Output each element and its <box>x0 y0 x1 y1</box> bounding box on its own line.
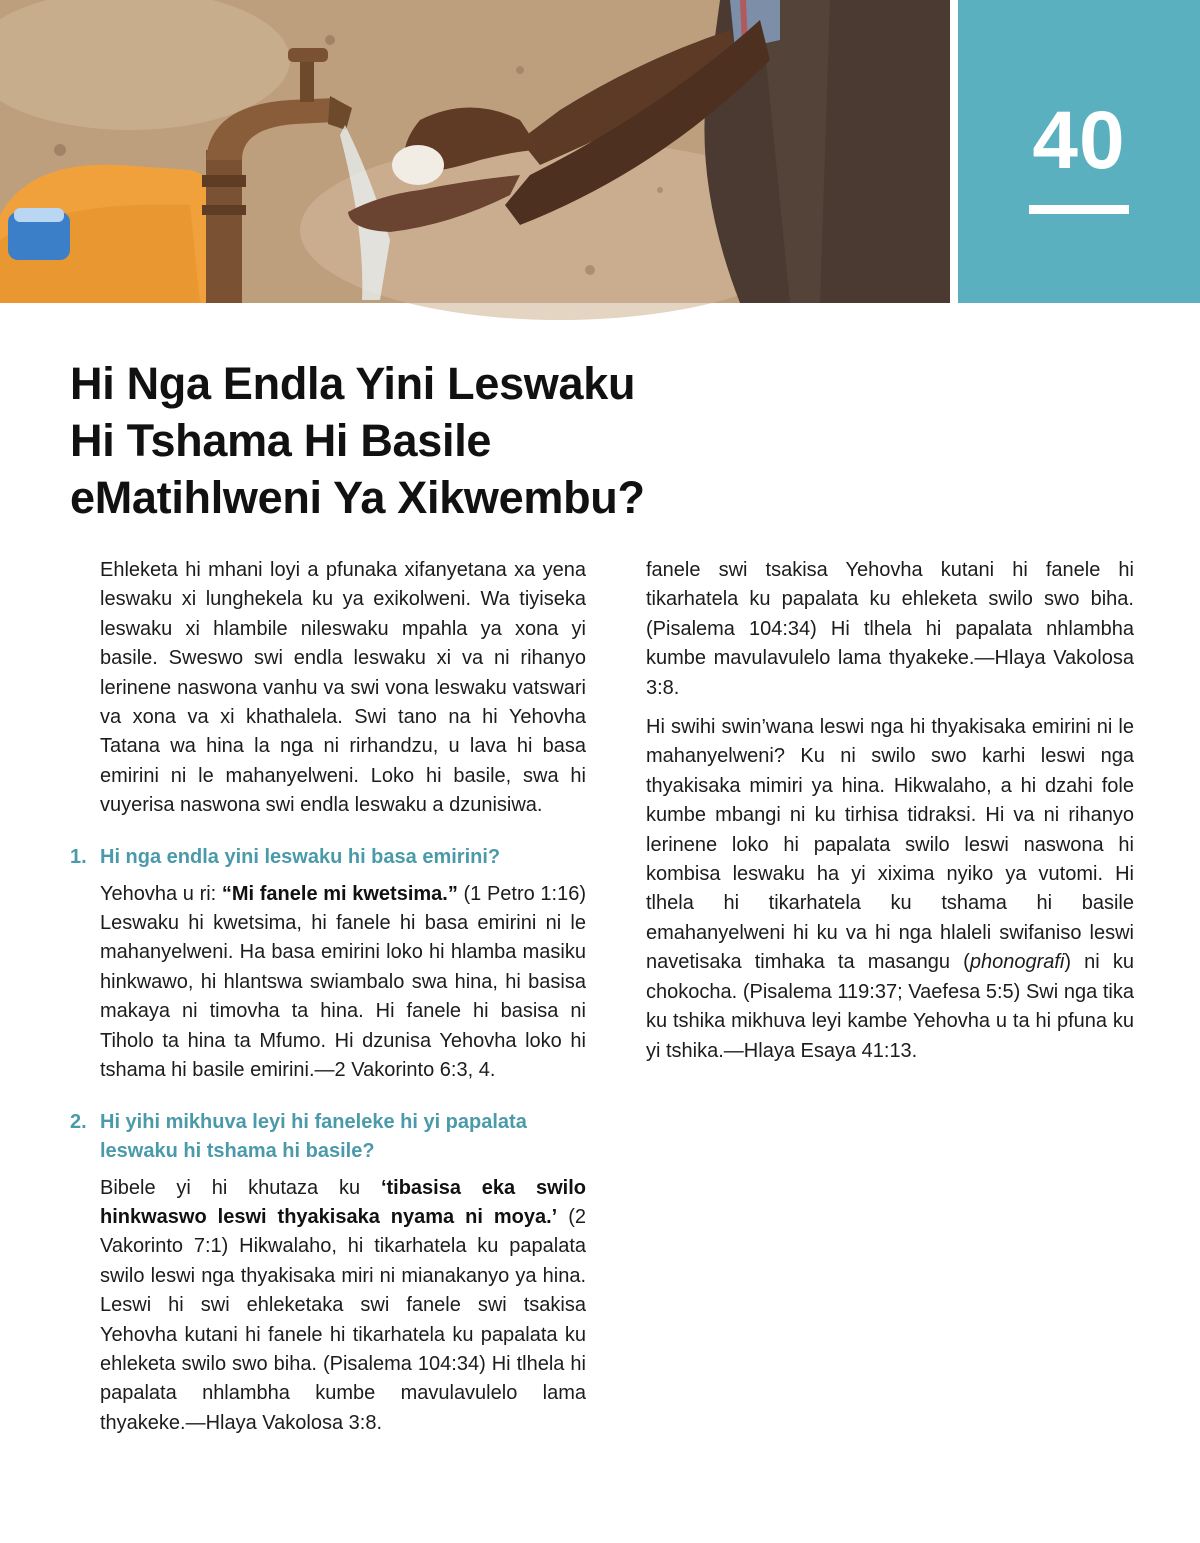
section-2-p2-text-b: ) ni ku chokocha. (Pisalema 119:37; Vaefesa 5:5) Swi nga tika ku tshika mikhuva leyi kambe Yehovha u ta hi pfuna ku yi tshika.—Hlaya Esaya 41:13. <box>646 951 1134 1062</box>
lesson-number-box <box>958 0 1200 303</box>
section-1-paragraph <box>70 880 586 1086</box>
section-1-text-b: (1 Petro 1:16) Leswaku hi kwetsima, hi fanele hi basa emirini ni le mahanyelweni. Ha basa emirini loko hi hlamba masiku hinkwawo, hi hlantswa swiambalo swa hina, hi basisa makaya ni timovha ta hina. Hi fanele hi basisa ni Tiholo ta hina ta Mfumo. Hi dzunisa Yehovha loko hi tshama hi basile emirini.—2 Vakorinto 6:3, 4. <box>100 882 586 1082</box>
section-1-quote: “Mi fanele mi kwetsima.” <box>221 882 458 905</box>
lesson-number-underline <box>1029 205 1129 214</box>
section-1-text-a: Yehovha u ri: <box>100 882 222 905</box>
page-title <box>70 355 870 526</box>
question-2-heading <box>70 1108 586 1166</box>
title-line-1: Hi Nga Endla Yini Leswaku <box>70 358 636 409</box>
section-2-text-b: (2 Vakorinto 7:1) Hikwalaho, hi tikarhatela ku papalata swilo leswi nga thyakisaka miri ni mianakanyo ya hina. Leswi hi swi ehleketaka swi fanele swi tsakisa Yehovha kutani hi fanele hi tikarhatela ku papalata ku ehleketa swilo swo biha. (Pisalema 104:34) Hi tlhela hi papalata nhlambha kumbe mavulavulelo lama thyakeke.—Hlaya Vakolosa 3:8. <box>100 1205 587 1434</box>
left-column <box>70 556 587 1434</box>
section-2-paragraph-1 <box>70 1174 587 1434</box>
lesson-number: 40 <box>1032 95 1126 186</box>
question-2-number: 2. <box>70 1110 87 1133</box>
handwashing-illustration <box>0 0 950 303</box>
title-line-2: Hi Tshama Hi Basile <box>70 415 492 466</box>
question-1-heading <box>70 843 586 872</box>
right-column <box>646 556 1134 1076</box>
section-2-text-a: Bibele yi hi khutaza ku <box>100 1176 381 1199</box>
question-1-number: 1. <box>70 845 87 868</box>
section-2-p2-text-a: Hi swihi swin’wana leswi nga hi thyakisaka emirini ni le mahanyelweni? Ku ni swilo swo karhi leswi nga thyakisaka mimiri ya hina. Hikwalaho, a hi dzahi fole kumbe mbangi ni ku tirhisa tidraksi. Hi va ni rihanyo lerinene loko hi papalata swilo leswi naswona hi kombisa leswaku ha yi xixima nyiko ya vutomi. Hi tlhela hi tikarhatela ku tshama hi basile emahanyelweni hi ku va hi nga hlaleli swifaniso leswi navetisaka timhaka ta masangu ( <box>646 716 1134 974</box>
question-1-text: Hi nga endla yini leswaku hi basa emirini? <box>100 845 501 868</box>
intro-paragraph: Ehleketa hi mhani loyi a pfunaka xifanyetana xa yena leswaku xi lunghekela ku ya exikolweni. Wa tiyiseka leswaku xi hlambile nileswaku mpahla ya xona yi basile. Sweswo swi endla leswaku xi va ni rihanyo lerinene naswona vanhu va swi vona leswaku vatswari va xona va xi khathalela. Swi tano na hi Yehovha Tatana wa hina la nga ni rirhandzu, u lava hi basa emirini ni le mahanyelweni. Loko hi basile, swa hi vuyerisa naswona swi endla leswaku a dzunisiwa. <box>100 559 586 817</box>
section-2-quote: ‘tibasisa eka swilo hinkwaswo leswi thyakisaka nyama ni moya.’ <box>100 1176 587 1228</box>
header-photo <box>0 0 950 303</box>
section-2-paragraph-1-continued: fanele swi tsakisa Yehovha kutani hi fanele hi tikarhatela ku papalata ku ehleketa swilo swo biha. (Pisalema 104:34) Hi tlhela hi papalata nhlambha kumbe mavulavulelo lama thyakeke.—Hlaya Vakolosa 3:8. <box>646 559 1134 699</box>
question-2-text: Hi yihi mikhuva leyi hi faneleke hi yi papalata leswaku hi tshama hi basile? <box>100 1110 527 1162</box>
section-2-p2-italic: phonografi <box>969 951 1065 974</box>
title-line-3: eMatihlweni Ya Xikwembu? <box>70 472 645 523</box>
section-2-paragraph-2 <box>646 713 1134 1066</box>
